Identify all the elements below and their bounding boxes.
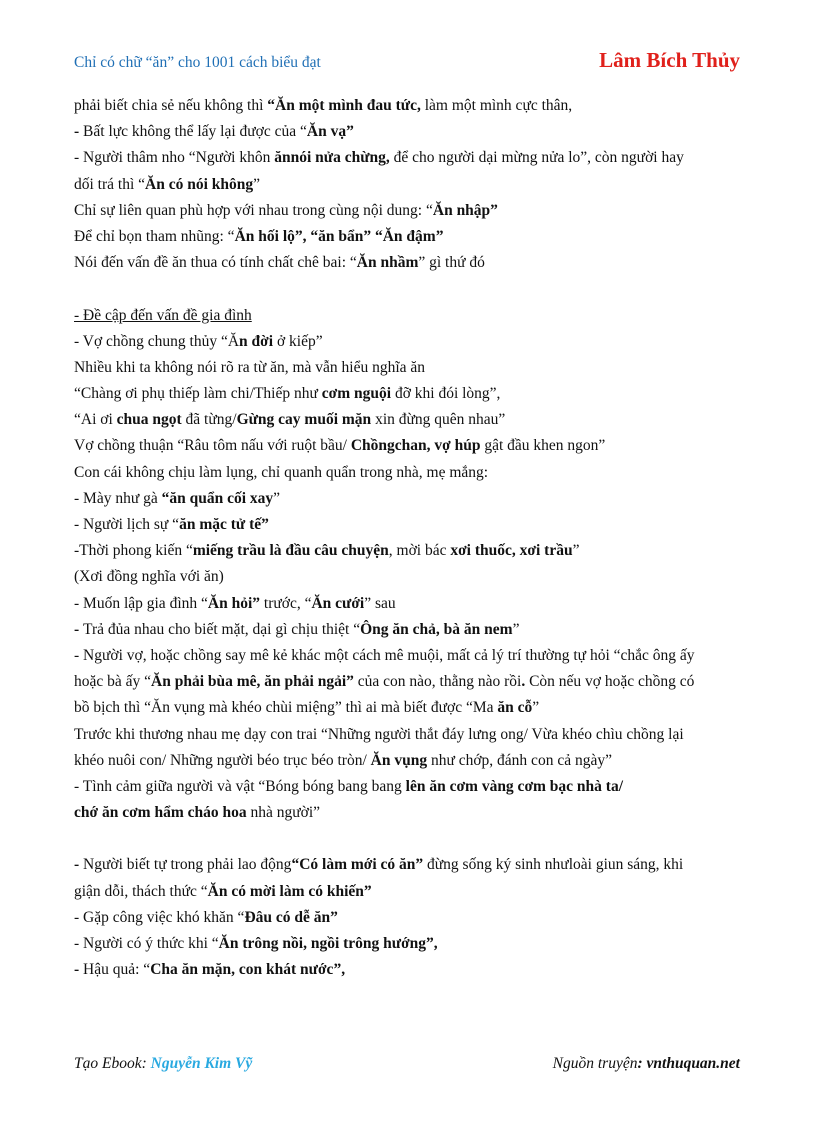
document-body	[74, 93, 754, 983]
text-run: của con nào, thằng nào rồi	[353, 673, 522, 691]
text-line	[74, 669, 754, 695]
source-site: vnthuquan.net	[646, 1055, 740, 1072]
bold-text: ăn cỗ	[497, 699, 533, 717]
text-run: ”	[572, 542, 580, 560]
text-run: Để chỉ bọn tham nhũng: “	[74, 227, 235, 245]
text-run: - Tình cảm giữa người và vật “Bóng bóng bang bang	[74, 777, 406, 795]
text-run: Bất lực không thể lấy lại được của “	[83, 123, 307, 141]
text-run: làm một mình cực thân,	[420, 97, 573, 114]
bold-text: Ăn phải bùa mê, ăn phải ngải”	[151, 673, 354, 691]
bold-text: cơm nguội	[321, 385, 392, 403]
text-line	[74, 538, 754, 564]
bold-text: -	[74, 856, 84, 874]
text-line	[74, 512, 754, 538]
ebook-label: Tạo Ebook	[74, 1055, 142, 1072]
text-line	[74, 433, 754, 459]
text-run: - Muốn lập gia đình “	[74, 594, 208, 612]
text-line	[74, 329, 754, 355]
text-line	[74, 198, 754, 224]
text-run: ở kiếp”	[273, 332, 323, 350]
text-run: đừng sống ký sinh nhưloài giun sáng, khi	[423, 856, 684, 874]
bold-text: Chồngchan, vợ húp	[350, 437, 481, 455]
text-run: trước, “	[260, 594, 312, 612]
underlined-heading: - Đề cập đến vấn đề gia đình	[74, 306, 252, 324]
text-line	[74, 957, 754, 983]
text-line	[74, 407, 754, 433]
text-run: - Gặp công việc khó khăn “	[74, 908, 245, 926]
bold-text: Ăn cưới	[311, 594, 365, 612]
text-run: bồ bịch thì “Ăn vụng mà khéo chùi miệng” thì ai mà biết được “Ma	[74, 699, 498, 717]
text-line	[74, 800, 754, 826]
bold-text: lên ăn cơm vàng cơm bạc nhà ta/	[405, 777, 624, 795]
bold-text: n đời	[239, 332, 274, 350]
blank-line	[74, 276, 754, 302]
document-title: Chỉ có chữ “ăn” cho 1001 cách biểu đạt	[74, 54, 321, 71]
text-run: đỡ khi đói lòng”,	[391, 385, 501, 403]
text-line	[74, 722, 754, 748]
bold-text: Ăn nhập”	[432, 201, 498, 219]
text-run: - Mày như gà	[74, 489, 162, 507]
text-run: - Vợ chồng chung thủy “Ă	[74, 332, 240, 350]
text-run: Con cái không chịu làm lụng, chỉ quanh quẩn trong nhà, mẹ mắng:	[74, 463, 489, 481]
text-run: Trước khi thương nhau mẹ dạy con trai “Những người thắt đáy lưng ong/ Vừa khéo chìu chồng lại	[74, 725, 684, 743]
text-run: dối trá thì “	[74, 175, 146, 193]
ebook-creator-name: Nguyễn Kim Vỹ	[150, 1055, 253, 1072]
text-run: xin đừng quên nhau”	[371, 411, 506, 429]
text-line	[74, 591, 754, 617]
bold-text: Đâu có dễ ăn”	[244, 908, 338, 926]
text-run: Nói đến vấn đề ăn thua có tính chất chê bai: “	[74, 254, 357, 272]
text-line	[74, 748, 754, 774]
text-run: như chớp, đánh con cả ngày”	[427, 751, 612, 769]
text-run: Còn nếu vợ hoặc chồng có	[525, 673, 695, 691]
text-run: gật đầu khen ngon”	[480, 437, 606, 455]
text-line	[74, 486, 754, 512]
text-line	[74, 879, 754, 905]
source-label: Nguồn truyện	[552, 1055, 638, 1072]
bold-text: Ông ăn chả, bà ăn nem	[360, 620, 513, 638]
bold-text: Ăn vụng	[370, 751, 428, 769]
author-name: Lâm Bích Thủy	[599, 48, 740, 72]
text-run: “Chàng ơi phụ thiếp làm chi/Thiếp như	[74, 385, 322, 403]
text-line	[74, 905, 754, 931]
text-run: “Ai ơi	[74, 411, 117, 429]
text-run: để cho người dại mừng nửa lo”, còn người hay	[389, 149, 684, 167]
bold-text: Ăn có nói không	[145, 175, 254, 193]
bold-text: “Có làm mới có ăn”	[291, 856, 424, 874]
text-run: Hậu quả: “	[83, 961, 151, 979]
text-run: (Xơi đồng nghĩa với ăn)	[74, 568, 224, 586]
bold-text: -	[74, 620, 84, 638]
bold-text: -	[74, 961, 84, 979]
text-run: Chỉ sự liên quan phù hợp với nhau trong cùng nội dung: “	[74, 201, 433, 219]
bold-text: Gừng cay muối mặn	[236, 411, 372, 429]
text-run: ” gì thứ đó	[418, 254, 485, 272]
text-line	[74, 564, 754, 590]
bold-text: chớ ăn cơm hẩm cháo hoa	[74, 804, 247, 822]
text-line	[74, 381, 754, 407]
ebook-credit	[74, 1055, 252, 1073]
text-run: hoặc bà ấy “	[74, 673, 152, 691]
text-run: Vợ chồng thuận “Râu tôm nấu với ruột bầu/	[74, 437, 351, 455]
bold-text: Ăn hỏi”	[207, 594, 261, 612]
text-run: phải biết chia sẻ nếu không thì	[74, 97, 268, 114]
page-header	[74, 48, 740, 78]
bold-text: Ăn trông nồi, ngồi trông hướng”,	[218, 935, 438, 952]
text-line	[74, 643, 754, 669]
text-run: - Người lịch sự “	[74, 516, 180, 533]
text-line	[74, 250, 754, 276]
text-run: nhà người”	[246, 804, 321, 822]
text-line	[74, 303, 754, 329]
blank-line	[74, 826, 754, 852]
bold-text: Cha ăn mặn, con khát nước”,	[150, 961, 346, 979]
bold-text: chua ngọt	[116, 411, 182, 429]
text-line	[74, 852, 754, 878]
text-line	[74, 695, 754, 721]
bold-text: miếng trầu là đầu câu chuyện	[192, 542, 389, 560]
text-line	[74, 224, 754, 250]
text-line	[74, 774, 754, 800]
text-run: giận dỗi, thách thức “	[74, 882, 208, 900]
text-run: ” sau	[364, 594, 396, 612]
text-run: ”	[273, 489, 281, 507]
bold-text: Ăn nhầm	[356, 254, 419, 272]
text-line	[74, 355, 754, 381]
bold-text: -	[74, 123, 84, 141]
bold-text: Ăn vạ”	[306, 123, 354, 141]
source-credit	[553, 1055, 740, 1073]
bold-text: ănnói nửa chừng,	[274, 149, 390, 167]
text-line	[74, 617, 754, 643]
text-run: ”	[512, 620, 520, 638]
text-run: khéo nuôi con/ Những người béo trục béo tròn/	[74, 751, 371, 769]
text-run: -Thời phong kiến “	[74, 542, 193, 560]
bold-text: xơi thuốc, xơi trầu	[450, 542, 573, 560]
bold-text: ăn mặc tử tế”	[179, 516, 269, 533]
text-run: ”	[253, 175, 261, 193]
ebook-separator: :	[141, 1055, 151, 1072]
text-run: ”	[532, 699, 540, 717]
text-line	[74, 93, 754, 119]
text-line	[74, 172, 754, 198]
text-line	[74, 145, 754, 171]
bold-text: Ăn hối lộ”, “ăn bẩn” “Ăn đậm”	[234, 227, 444, 245]
text-run: , mời bác	[388, 542, 451, 560]
bold-text: “ăn quẩn cối xay	[161, 489, 274, 507]
text-run: Trả đủa nhau cho biết mặt, dại gì chịu thiệt “	[83, 620, 361, 638]
text-run: - Người vợ, hoặc chồng say mê kẻ khác một cách mê muội, mất cả lý trí thường tự hỏi “chắc ông ấy	[74, 646, 695, 664]
text-run: Nhiều khi ta không nói rõ ra từ ăn, mà vẫn hiểu nghĩa ăn	[74, 358, 426, 376]
text-line	[74, 119, 754, 145]
text-line	[74, 931, 754, 957]
text-run: - Người có ý thức khi “	[74, 935, 219, 952]
bold-text: .	[521, 673, 526, 691]
bold-text: “Ăn một mình đau tức,	[267, 97, 421, 114]
bold-text: Ăn có mời làm có khiến”	[207, 882, 372, 900]
text-run: - Người thâm nho “Người khôn	[74, 149, 275, 167]
text-run: đã từng/	[181, 411, 237, 429]
text-line	[74, 460, 754, 486]
source-separator: :	[637, 1055, 647, 1072]
text-run: Người biết tự trong phải lao động	[83, 856, 292, 874]
